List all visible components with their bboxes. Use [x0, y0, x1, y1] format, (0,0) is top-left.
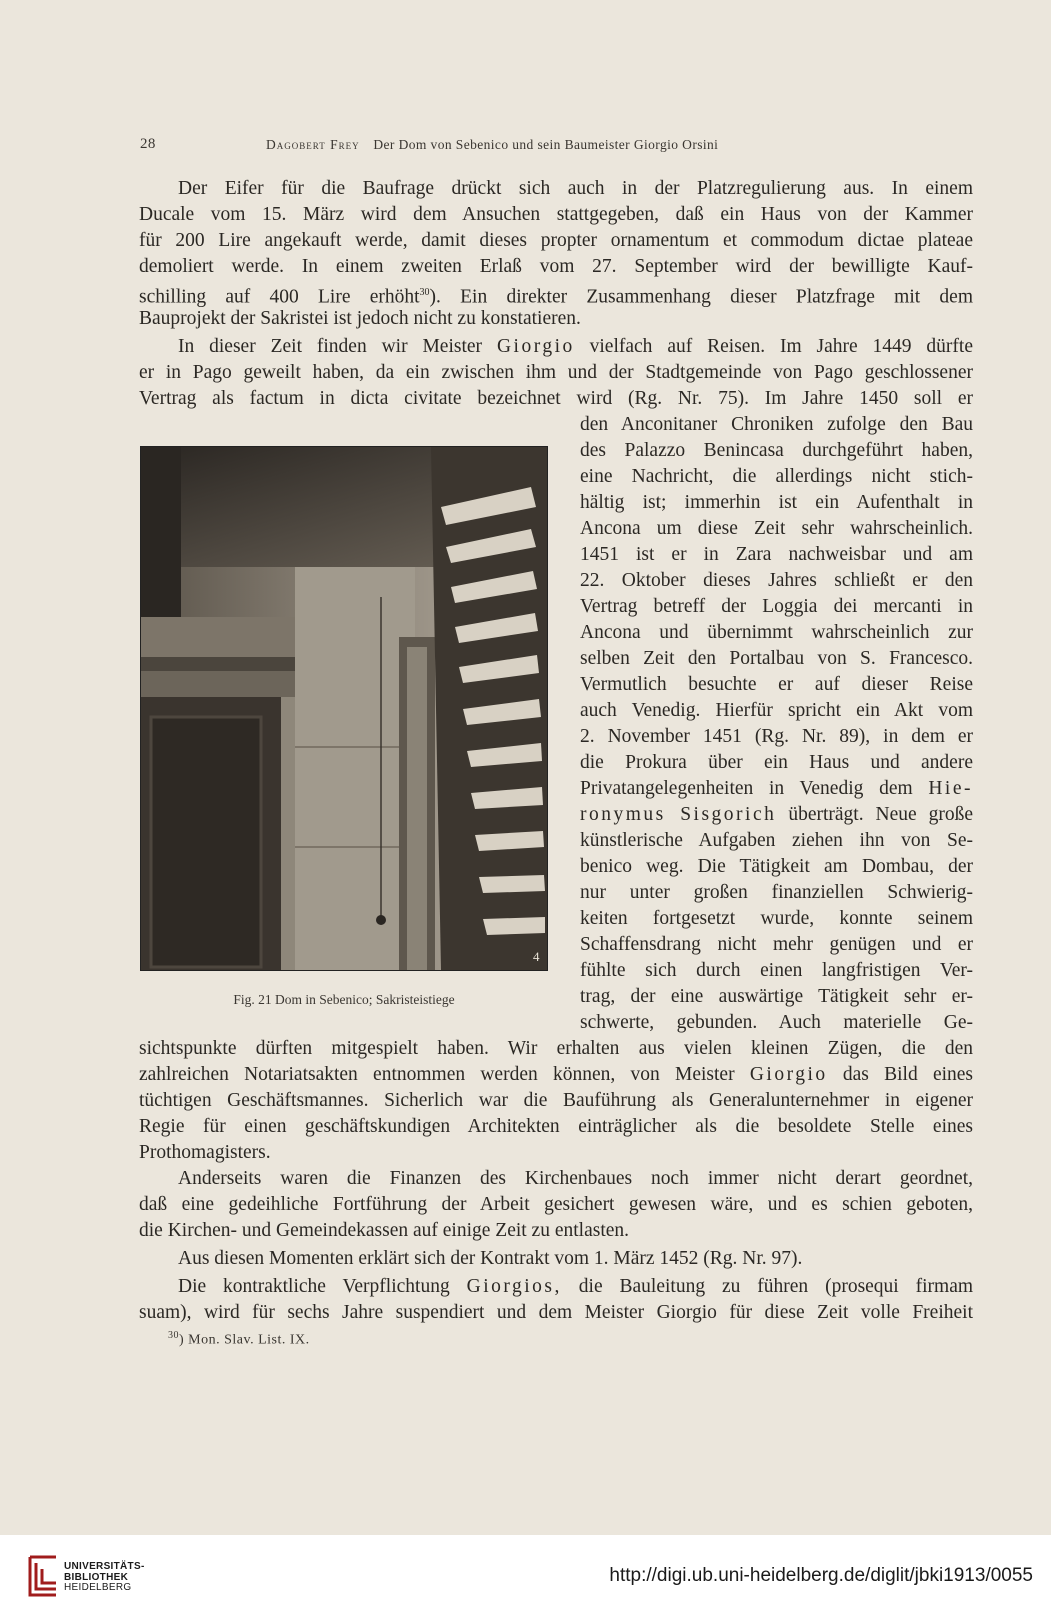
text-line: Schaffensdrang nicht mehr genügen und er — [580, 934, 973, 955]
text-line: Ancona um diese Zeit sehr wahrscheinlich. — [580, 518, 973, 539]
text-line: trag, der eine auswärtige Tätigkeit sehr er- — [580, 986, 973, 1007]
text-line: Regie für einen geschäftskundigen Architekten einträglicher als die besoldete Stelle eines — [139, 1116, 973, 1137]
text-line: eine Nachricht, die allerdings nicht stich- — [580, 466, 973, 487]
header-title: Der Dom von Sebenico und sein Baumeister Giorgio Orsini — [373, 137, 719, 152]
page-number: 28 — [140, 136, 156, 152]
figure-photo — [140, 446, 548, 971]
text-line: Die kontraktliche Verpflichtung Giorgios, die Bauleitung zu führen (prosequi firmam — [178, 1276, 974, 1297]
text-line: tüchtigen Geschäftsmannes. Sicherlich war die Bauführung als Generalunternehmer in eigener — [139, 1090, 973, 1111]
text-line: hältig ist; immerhin ist ein Aufenthalt in — [580, 492, 973, 513]
text-line: Prothomagisters. — [139, 1142, 271, 1163]
text-line: Vertrag als factum in dicta civitate bezeichnet wird (Rg. Nr. 75). Im Jahre 1450 soll er — [139, 388, 973, 409]
text-line: des Palazzo Benincasa durchgeführt haben, — [580, 440, 973, 461]
text-line: für 200 Lire angekauft werde, damit dieses propter ornamentum et commodum dictae plateae — [139, 230, 973, 251]
text-line: Ancona und übernimmt wahrscheinlich zur — [580, 622, 973, 643]
running-header — [140, 136, 972, 160]
library-footer — [0, 1535, 1051, 1615]
text-line: sichtspunkte dürften mitgespielt haben. Wir erhalten aus vielen kleinen Zügen, die den — [139, 1038, 973, 1059]
text-line: demoliert werde. In einem zweiten Erlaß vom 27. September wird der bewilligte Kauf- — [139, 256, 973, 277]
text-line: schilling auf 400 Lire erhöht$^{30}$). Ein direkter Zusammenhang dieser Platzfrage mit dem — [139, 286, 973, 308]
text-line: Anderseits waren die Finanzen des Kirchenbaues noch immer nicht derart geordnet, — [178, 1168, 973, 1189]
text-line: ronymus Sisgorich überträgt. Neue große — [580, 804, 973, 825]
text-line: den Anconitaner Chroniken zufolge den Bau — [580, 414, 973, 435]
text-line: Privatangelegenheiten in Venedig dem Hie- — [580, 778, 973, 799]
text-line: die Kirchen- und Gemeindekassen auf einige Zeit zu entlasten. — [139, 1220, 630, 1241]
text-line: Bauprojekt der Sakristei ist jedoch nicht zu konstatieren. — [139, 308, 581, 329]
text-line: Aus diesen Momenten erklärt sich der Kontrakt vom 1. März 1452 (Rg. Nr. 97). — [178, 1248, 803, 1269]
text-line: selben Zeit den Portalbau von S. Francesco. — [580, 648, 973, 669]
text-line: 2. November 1451 (Rg. Nr. 89), in dem er — [580, 726, 973, 747]
text-line: die Prokura über ein Haus und andere — [580, 752, 973, 773]
figure-monogram: 4 — [533, 949, 540, 964]
text-line: daß eine gedeihliche Fortführung der Arbeit gesichert gewesen wäre, und es schien geboten, — [139, 1194, 973, 1215]
text-line: benico weg. Die Tätigkeit am Dombau, der — [580, 856, 973, 877]
footnote: $^{30}$) Mon. Slav. List. IX. — [168, 1330, 310, 1348]
text-line: schwerte, gebunden. Auch materielle Ge- — [580, 1012, 973, 1033]
text-line: zahlreichen Notariatsakten entnommen werden können, von Meister Giorgio das Bild eines — [139, 1064, 974, 1085]
header-author: Dagobert Frey — [266, 137, 360, 152]
text-line: 1451 ist er in Zara nachweisbar und am — [580, 544, 973, 565]
text-line: nur unter großen finanziellen Schwierig- — [580, 882, 973, 903]
library-logo-icon — [26, 1555, 60, 1597]
permalink-url[interactable]: http://digi.ub.uni-heidelberg.de/diglit/jbki1913/0055 — [609, 1565, 1033, 1586]
library-name: UNIVERSITÄTS- BIBLIOTHEK HEIDELBERG — [64, 1561, 145, 1593]
text-line: keiten fortgesetzt wurde, konnte seinem — [580, 908, 973, 929]
text-line: er in Pago geweilt haben, da ein zwischen ihm und der Stadtgemeinde von Pago geschlossener — [139, 362, 973, 383]
footnote-ref: 30 — [419, 287, 430, 298]
text-line: Ducale vom 15. März wird dem Ansuchen stattgegeben, daß ein Haus von der Kammer — [139, 204, 973, 225]
sacristy-staircase-photo — [141, 447, 547, 970]
text-line: fühlte sich durch einen langfristigen Ver- — [580, 960, 973, 981]
text-line: 22. Oktober dieses Jahres schließt er den — [580, 570, 973, 591]
text-line: Vertrag betreff der Loggia dei mercanti in — [580, 596, 973, 617]
text-line: künstlerische Aufgaben ziehen ihn von Se- — [580, 830, 973, 851]
figure-caption: Fig. 21 Dom in Sebenico; Sakristeistiege — [233, 992, 455, 1007]
text-line: In dieser Zeit finden wir Meister Giorgio vielfach auf Reisen. Im Jahre 1449 dürfte — [178, 336, 973, 357]
text-line: suam), wird für sechs Jahre suspendiert und dem Meister Giorgio für diese Zeit volle Freiheit — [139, 1302, 973, 1323]
text-line: Vermutlich besuchte er auf dieser Reise — [580, 674, 973, 695]
text-line: auch Venedig. Hierfür spricht ein Akt vom — [580, 700, 973, 721]
text-line: Der Eifer für die Baufrage drückt sich auch in der Platzregulierung aus. In einem — [178, 178, 973, 199]
